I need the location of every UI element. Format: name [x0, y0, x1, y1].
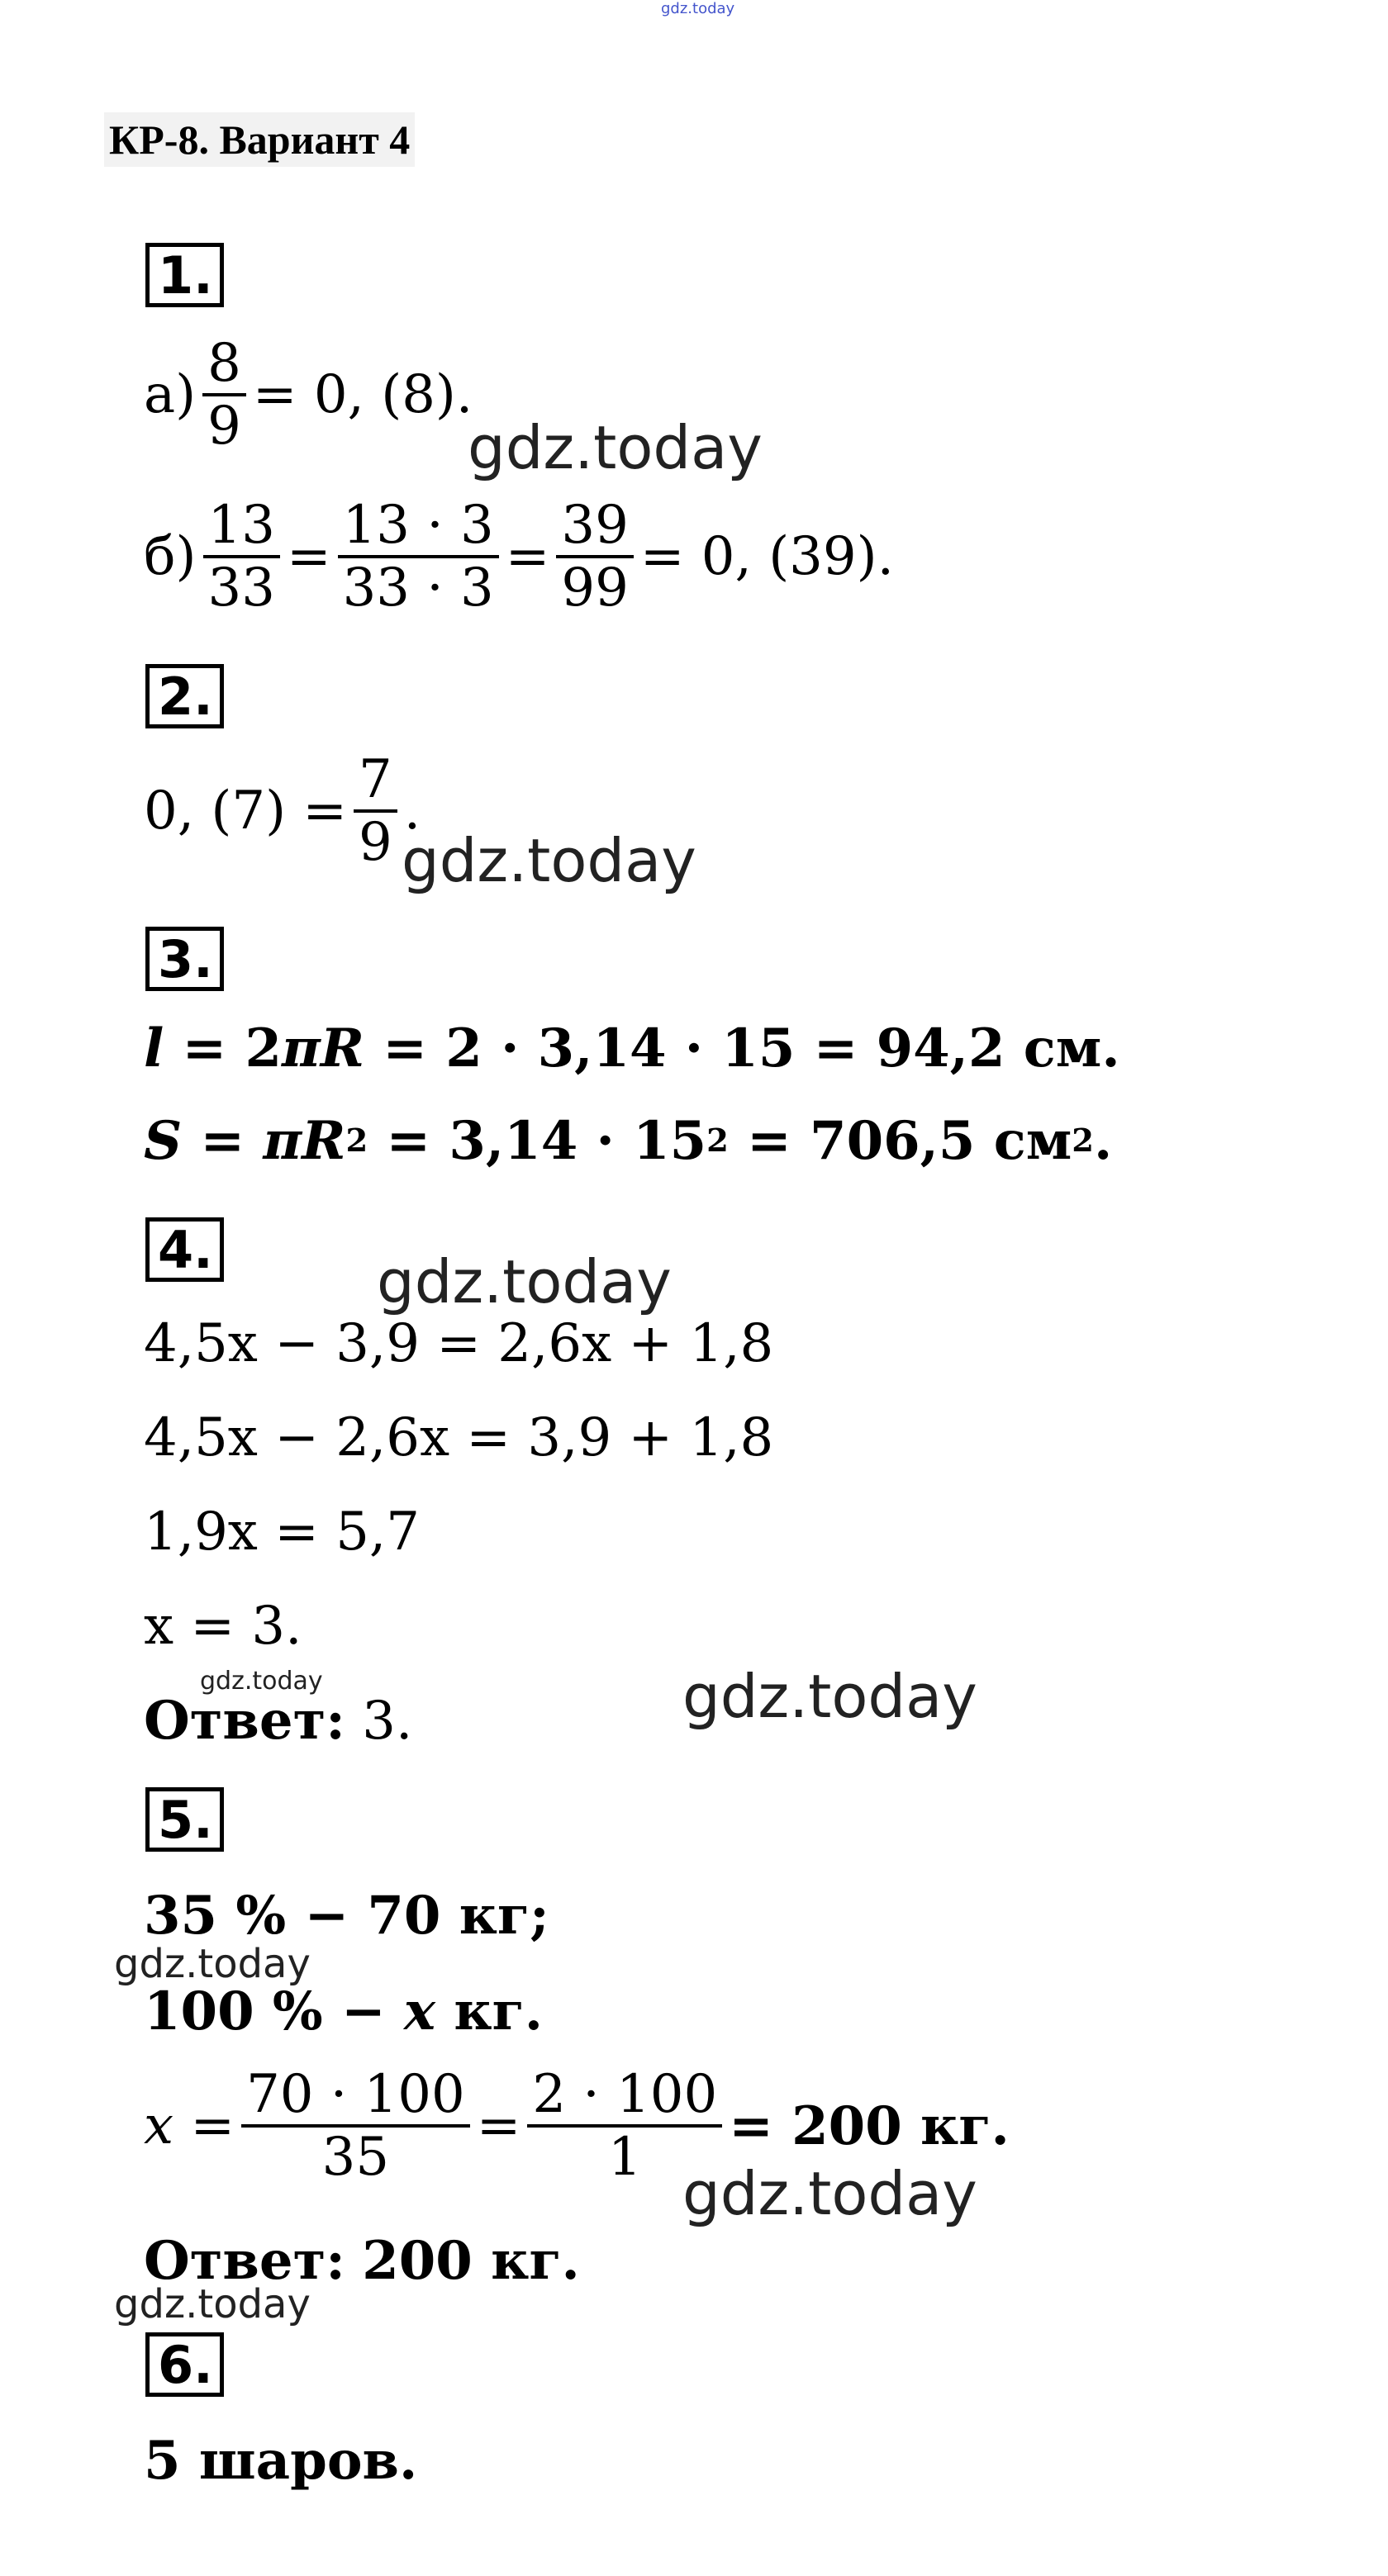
task3-calc-2: = 3,14 · 15 [386, 1110, 707, 1172]
task-number-2: 2. [145, 664, 224, 728]
task2-lhs: 0, (7) = [144, 780, 348, 842]
task1-a-numerator: 8 [207, 333, 241, 394]
task5-f2-numerator: 2 · 100 [532, 2064, 718, 2125]
task3-line-2 [144, 1110, 1112, 1172]
watermark: gdz.today [114, 2281, 311, 2327]
watermark: gdz.today [377, 1247, 672, 1316]
task4-line-4: x = 3. [144, 1596, 302, 1657]
task2-dot: . [403, 780, 421, 842]
task5-line2-x: x [403, 1981, 436, 2042]
task1-b-f1-denominator: 33 [207, 557, 275, 619]
task1-b-f2-denominator: 33 · 3 [342, 557, 494, 619]
task2-line [144, 749, 421, 873]
task1-b-f3-numerator: 39 [561, 495, 629, 556]
task3-var-l: l [144, 1018, 164, 1079]
task-number-4: 4. [145, 1217, 224, 1282]
task3-pi-r-2: πR [263, 1110, 346, 1172]
task3-eq-2: = [200, 1110, 245, 1172]
task1-b-fraction-3 [556, 495, 633, 619]
task1-b-f1-numerator: 13 [207, 495, 275, 556]
watermark: gdz.today [114, 1941, 311, 1987]
task1-b-fraction-2 [338, 495, 499, 619]
task3-sup-3: 2 [1072, 1122, 1094, 1160]
page-title: КР-8. Вариант 4 [104, 112, 415, 167]
task5-calc-x: x [144, 2095, 174, 2156]
watermark: gdz.today [682, 1662, 977, 1731]
watermark: gdz.today [682, 2159, 977, 2228]
task5-f1-numerator: 70 · 100 [246, 2064, 465, 2125]
task-number-3: 3. [145, 927, 224, 991]
task1-b-result: = 0, (39). [639, 526, 894, 587]
task-number-6: 6. [145, 2332, 224, 2397]
task5-line2-b: кг. [454, 1981, 544, 2042]
task1-line-a [144, 333, 473, 457]
task6-answer: 5 шаров. [144, 2430, 418, 2492]
watermark-top: gdz.today [661, 0, 735, 17]
task3-pi-r-1: πR [282, 1018, 365, 1079]
task4-answer [144, 1690, 412, 1752]
task5-line-2 [144, 1981, 543, 2042]
task2-fraction [354, 749, 397, 873]
task5-answer-value: 200 кг. [362, 2230, 580, 2292]
task5-fraction-1 [241, 2064, 470, 2188]
task2-denominator: 9 [359, 812, 392, 873]
task5-answer-label: Ответ: [144, 2230, 345, 2292]
task1-a-denominator: 9 [207, 396, 241, 457]
task4-answer-value: 3. [362, 1690, 413, 1752]
task3-line-1 [144, 1018, 1120, 1079]
task1-b-fraction-1 [203, 495, 280, 619]
task5-line-1: 35 % − 70 кг; [144, 1885, 549, 1947]
task4-line-3: 1,9x = 5,7 [144, 1501, 420, 1563]
task3-end-dot: . [1094, 1110, 1113, 1172]
task1-a-prefix: а) [144, 364, 197, 425]
task-number-5: 5. [145, 1787, 224, 1852]
task1-b-equals-1: = [286, 526, 331, 587]
task5-line2-a: 100 % − [144, 1981, 386, 2042]
watermark: gdz.today [402, 826, 696, 895]
task3-eq-1: = 2 [182, 1018, 283, 1079]
task-number-1: 1. [145, 243, 224, 307]
task5-calc-result: = 200 кг. [729, 2094, 1010, 2157]
task3-sup-2: 2 [706, 1122, 729, 1160]
task2-numerator: 7 [359, 749, 392, 810]
task1-line-b [144, 495, 894, 619]
task5-f1-denominator: 35 [321, 2127, 390, 2188]
task1-b-equals-2: = [505, 526, 550, 587]
task3-sup-1: 2 [345, 1122, 368, 1160]
task5-f2-denominator: 1 [607, 2127, 642, 2188]
task4-line-2: 4,5x − 2,6x = 3,9 + 1,8 [144, 1407, 774, 1468]
task3-var-s: S [144, 1110, 183, 1172]
task1-a-fraction [202, 333, 246, 457]
task1-b-f3-denominator: 99 [561, 557, 629, 619]
task1-b-f2-numerator: 13 · 3 [342, 495, 494, 556]
task4-line-1: 4,5x − 3,9 = 2,6x + 1,8 [144, 1313, 774, 1374]
task1-a-result: = 0, (8). [252, 364, 473, 425]
watermark: gdz.today [468, 413, 763, 482]
task5-calc-eq: = [190, 2095, 235, 2156]
task3-result-2: = 706,5 см [747, 1110, 1072, 1172]
task3-result-1: = 2 · 3,14 · 15 = 94,2 см. [383, 1018, 1120, 1079]
task5-eq-2: = [476, 2095, 521, 2156]
task1-b-prefix: б) [144, 526, 197, 587]
watermark: gdz.today [200, 1667, 323, 1696]
task4-answer-label: Ответ: [144, 1690, 345, 1752]
